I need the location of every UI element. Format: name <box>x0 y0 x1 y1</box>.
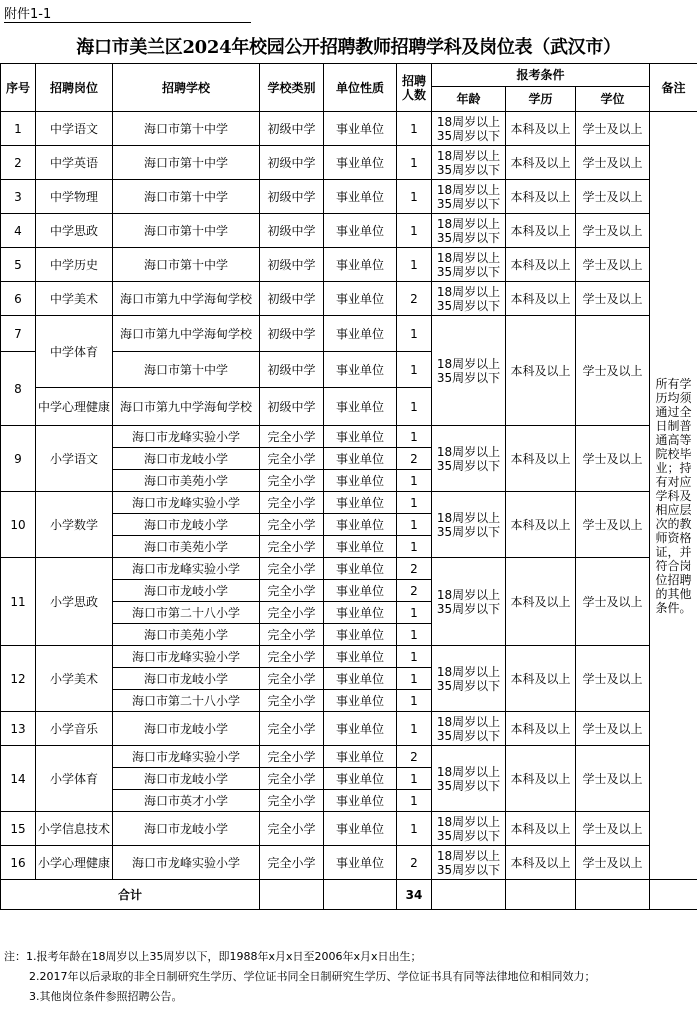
row-count: 1 <box>397 690 432 712</box>
row-unit-nature: 事业单位 <box>324 388 397 426</box>
row-count: 1 <box>397 214 432 248</box>
row-school: 海口市美苑小学 <box>113 470 260 492</box>
row-unit-nature: 事业单位 <box>324 768 397 790</box>
row-count: 1 <box>397 248 432 282</box>
row-unit-nature: 事业单位 <box>324 646 397 668</box>
row-position: 小学体育 <box>36 746 113 812</box>
row-index: 10 <box>1 492 36 558</box>
row-degree: 学士及以上 <box>576 746 650 812</box>
total-empty-type <box>260 880 324 910</box>
row-count: 2 <box>397 846 432 880</box>
row-education: 本科及以上 <box>506 492 576 558</box>
row-degree: 学士及以上 <box>576 316 650 426</box>
table-row <box>1 146 697 180</box>
row-unit-nature: 事业单位 <box>324 690 397 712</box>
row-unit-nature: 事业单位 <box>324 602 397 624</box>
row-degree: 学士及以上 <box>576 146 650 180</box>
row-school-type: 初级中学 <box>260 112 324 146</box>
row-education: 本科及以上 <box>506 180 576 214</box>
row-unit-nature: 事业单位 <box>324 282 397 316</box>
row-degree: 学士及以上 <box>576 812 650 846</box>
row-position: 小学心理健康 <box>36 846 113 880</box>
remark-cell: 所有学历均须通过全日制普通高等院校毕业；持有对应学科及相应层次的教师资格证，并符合岗位招聘的其他条件。 <box>650 112 697 880</box>
row-school: 海口市龙岐小学 <box>113 448 260 470</box>
table-row <box>1 214 697 248</box>
table-row <box>1 248 697 282</box>
row-school: 海口市第九中学海甸学校 <box>113 388 260 426</box>
header-conditions: 报考条件 <box>432 64 650 87</box>
row-age: 18周岁以上35周岁以下 <box>432 646 506 712</box>
table-row <box>1 746 697 768</box>
row-education: 本科及以上 <box>506 146 576 180</box>
row-age: 18周岁以上35周岁以下 <box>432 558 506 646</box>
row-unit-nature: 事业单位 <box>324 536 397 558</box>
row-count: 1 <box>397 712 432 746</box>
row-count: 1 <box>397 388 432 426</box>
row-unit-nature: 事业单位 <box>324 668 397 690</box>
row-school-type: 完全小学 <box>260 426 324 448</box>
row-count: 1 <box>397 492 432 514</box>
row-school-type: 初级中学 <box>260 214 324 248</box>
row-index: 5 <box>1 248 36 282</box>
table-row <box>1 646 697 668</box>
row-school-type: 完全小学 <box>260 790 324 812</box>
row-count: 1 <box>397 624 432 646</box>
row-position: 中学英语 <box>36 146 113 180</box>
row-education: 本科及以上 <box>506 316 576 426</box>
row-age: 18周岁以上35周岁以下 <box>432 146 506 180</box>
table-row <box>1 712 697 746</box>
row-school: 海口市龙峰实验小学 <box>113 846 260 880</box>
header-school: 招聘学校 <box>113 64 260 112</box>
row-unit-nature: 事业单位 <box>324 492 397 514</box>
row-degree: 学士及以上 <box>576 646 650 712</box>
row-school-type: 完全小学 <box>260 646 324 668</box>
row-position: 中学心理健康 <box>36 388 113 426</box>
row-school: 海口市龙峰实验小学 <box>113 492 260 514</box>
row-unit-nature: 事业单位 <box>324 514 397 536</box>
row-school: 海口市第十中学 <box>113 180 260 214</box>
row-education: 本科及以上 <box>506 646 576 712</box>
header-index: 序号 <box>1 64 36 112</box>
row-unit-nature: 事业单位 <box>324 426 397 448</box>
row-education: 本科及以上 <box>506 746 576 812</box>
total-empty-unit <box>324 880 397 910</box>
row-count: 1 <box>397 602 432 624</box>
row-school: 海口市龙岐小学 <box>113 668 260 690</box>
total-row <box>1 880 697 910</box>
row-index: 8 <box>1 352 36 426</box>
row-count: 2 <box>397 448 432 470</box>
row-age: 18周岁以上35周岁以下 <box>432 812 506 846</box>
footnote-3: 3.其他岗位条件参照招聘公告。 <box>29 990 183 1003</box>
table-row <box>1 112 697 146</box>
row-school-type: 初级中学 <box>260 248 324 282</box>
row-school-type: 初级中学 <box>260 352 324 388</box>
row-school: 海口市英才小学 <box>113 790 260 812</box>
row-school-type: 完全小学 <box>260 580 324 602</box>
row-education: 本科及以上 <box>506 214 576 248</box>
row-position: 中学物理 <box>36 180 113 214</box>
row-count: 1 <box>397 646 432 668</box>
row-count: 1 <box>397 146 432 180</box>
row-school-type: 完全小学 <box>260 846 324 880</box>
row-count: 1 <box>397 812 432 846</box>
row-position: 小学语文 <box>36 426 113 492</box>
row-count: 1 <box>397 426 432 448</box>
row-school-type: 初级中学 <box>260 316 324 352</box>
total-empty-age <box>432 880 506 910</box>
row-degree: 学士及以上 <box>576 248 650 282</box>
row-school: 海口市第十中学 <box>113 248 260 282</box>
row-unit-nature: 事业单位 <box>324 746 397 768</box>
row-school: 海口市第十中学 <box>113 214 260 248</box>
row-index: 1 <box>1 112 36 146</box>
row-school: 海口市龙岐小学 <box>113 812 260 846</box>
row-school: 海口市第十中学 <box>113 146 260 180</box>
row-unit-nature: 事业单位 <box>324 790 397 812</box>
row-school-type: 完全小学 <box>260 768 324 790</box>
row-index: 13 <box>1 712 36 746</box>
row-school-type: 完全小学 <box>260 668 324 690</box>
header-degree: 学位 <box>576 87 650 112</box>
row-school: 海口市龙岐小学 <box>113 768 260 790</box>
row-education: 本科及以上 <box>506 558 576 646</box>
row-school-type: 初级中学 <box>260 146 324 180</box>
row-degree: 学士及以上 <box>576 112 650 146</box>
row-unit-nature: 事业单位 <box>324 624 397 646</box>
table-row <box>1 282 697 316</box>
header-position: 招聘岗位 <box>36 64 113 112</box>
row-education: 本科及以上 <box>506 282 576 316</box>
footnote-1: 注：1.报考年龄在18周岁以上35周岁以下，即1988年x月x日至2006年x月x日出生； <box>4 950 422 963</box>
positions-table <box>0 63 697 910</box>
row-age: 18周岁以上35周岁以下 <box>432 492 506 558</box>
row-school-type: 完全小学 <box>260 712 324 746</box>
row-unit-nature: 事业单位 <box>324 248 397 282</box>
row-school-type: 完全小学 <box>260 812 324 846</box>
row-age: 18周岁以上35周岁以下 <box>432 426 506 492</box>
row-index: 12 <box>1 646 36 712</box>
row-position: 小学音乐 <box>36 712 113 746</box>
row-count: 1 <box>397 668 432 690</box>
row-school-type: 完全小学 <box>260 624 324 646</box>
row-school: 海口市第九中学海甸学校 <box>113 316 260 352</box>
header-count: 招聘人数 <box>397 64 432 112</box>
header-remark: 备注 <box>650 64 697 112</box>
row-school-type: 完全小学 <box>260 536 324 558</box>
table-row <box>1 180 697 214</box>
row-age: 18周岁以上35周岁以下 <box>432 712 506 746</box>
row-age: 18周岁以上35周岁以下 <box>432 180 506 214</box>
row-age: 18周岁以上35周岁以下 <box>432 248 506 282</box>
row-unit-nature: 事业单位 <box>324 180 397 214</box>
table-row <box>1 492 697 514</box>
row-degree: 学士及以上 <box>576 712 650 746</box>
row-age: 18周岁以上35周岁以下 <box>432 316 506 426</box>
row-school: 海口市美苑小学 <box>113 624 260 646</box>
row-count: 2 <box>397 282 432 316</box>
row-school: 海口市第二十八小学 <box>113 602 260 624</box>
row-school: 海口市第十中学 <box>113 112 260 146</box>
row-count: 1 <box>397 790 432 812</box>
row-school: 海口市龙峰实验小学 <box>113 558 260 580</box>
header-unit-nature: 单位性质 <box>324 64 397 112</box>
row-count: 2 <box>397 746 432 768</box>
row-school-type: 完全小学 <box>260 448 324 470</box>
row-school: 海口市第九中学海甸学校 <box>113 282 260 316</box>
total-label: 合计 <box>1 880 260 910</box>
row-school: 海口市龙岐小学 <box>113 580 260 602</box>
row-unit-nature: 事业单位 <box>324 812 397 846</box>
row-school-type: 完全小学 <box>260 492 324 514</box>
row-unit-nature: 事业单位 <box>324 352 397 388</box>
row-index: 14 <box>1 746 36 812</box>
row-position: 中学语文 <box>36 112 113 146</box>
row-unit-nature: 事业单位 <box>324 580 397 602</box>
row-count: 1 <box>397 112 432 146</box>
row-position: 中学美术 <box>36 282 113 316</box>
row-index: 15 <box>1 812 36 846</box>
table-row <box>1 846 697 880</box>
row-school: 海口市美苑小学 <box>113 536 260 558</box>
row-position: 中学体育 <box>36 316 113 388</box>
row-position: 小学数学 <box>36 492 113 558</box>
row-school: 海口市龙岐小学 <box>113 712 260 746</box>
row-education: 本科及以上 <box>506 426 576 492</box>
row-unit-nature: 事业单位 <box>324 448 397 470</box>
row-unit-nature: 事业单位 <box>324 316 397 352</box>
row-age: 18周岁以上35周岁以下 <box>432 112 506 146</box>
row-degree: 学士及以上 <box>576 558 650 646</box>
row-school-type: 初级中学 <box>260 282 324 316</box>
row-school-type: 初级中学 <box>260 180 324 214</box>
row-count: 1 <box>397 470 432 492</box>
table-row <box>1 812 697 846</box>
row-education: 本科及以上 <box>506 248 576 282</box>
row-school: 海口市第二十八小学 <box>113 690 260 712</box>
row-index: 3 <box>1 180 36 214</box>
row-school-type: 完全小学 <box>260 558 324 580</box>
row-count: 2 <box>397 580 432 602</box>
attachment-label: 附件1-1 <box>4 3 251 23</box>
row-position: 中学思政 <box>36 214 113 248</box>
row-position: 小学美术 <box>36 646 113 712</box>
row-unit-nature: 事业单位 <box>324 214 397 248</box>
footnote-2: 2.2017年以后录取的非全日制研究生学历、学位证书同全日制研究生学历、学位证书具有同等法律地位和相同效力； <box>29 970 596 983</box>
row-age: 18周岁以上35周岁以下 <box>432 214 506 248</box>
row-school: 海口市龙峰实验小学 <box>113 746 260 768</box>
row-index: 4 <box>1 214 36 248</box>
page-title: 海口市美兰区2024年校园公开招聘教师招聘学科及岗位表（武汉市） <box>76 37 621 58</box>
row-school: 海口市龙峰实验小学 <box>113 426 260 448</box>
row-index: 7 <box>1 316 36 352</box>
total-empty-remark <box>650 880 697 910</box>
header-education: 学历 <box>506 87 576 112</box>
row-count: 1 <box>397 352 432 388</box>
row-degree: 学士及以上 <box>576 846 650 880</box>
row-unit-nature: 事业单位 <box>324 146 397 180</box>
row-index: 11 <box>1 558 36 646</box>
header-age: 年龄 <box>432 87 506 112</box>
header-school-type: 学校类别 <box>260 64 324 112</box>
row-school: 海口市龙峰实验小学 <box>113 646 260 668</box>
row-degree: 学士及以上 <box>576 214 650 248</box>
total-empty-degree <box>576 880 650 910</box>
table-row <box>1 558 697 580</box>
row-education: 本科及以上 <box>506 112 576 146</box>
total-empty-edu <box>506 880 576 910</box>
row-unit-nature: 事业单位 <box>324 558 397 580</box>
row-age: 18周岁以上35周岁以下 <box>432 282 506 316</box>
row-count: 1 <box>397 514 432 536</box>
row-education: 本科及以上 <box>506 712 576 746</box>
row-degree: 学士及以上 <box>576 492 650 558</box>
row-index: 9 <box>1 426 36 492</box>
row-school-type: 初级中学 <box>260 388 324 426</box>
row-school-type: 完全小学 <box>260 514 324 536</box>
row-school-type: 完全小学 <box>260 690 324 712</box>
row-position: 中学历史 <box>36 248 113 282</box>
row-school: 海口市龙岐小学 <box>113 514 260 536</box>
row-age: 18周岁以上35周岁以下 <box>432 846 506 880</box>
row-count: 2 <box>397 558 432 580</box>
row-degree: 学士及以上 <box>576 180 650 214</box>
row-school-type: 完全小学 <box>260 746 324 768</box>
row-unit-nature: 事业单位 <box>324 470 397 492</box>
row-position: 小学思政 <box>36 558 113 646</box>
row-education: 本科及以上 <box>506 812 576 846</box>
row-index: 6 <box>1 282 36 316</box>
row-count: 1 <box>397 768 432 790</box>
row-count: 1 <box>397 180 432 214</box>
row-degree: 学士及以上 <box>576 282 650 316</box>
row-school: 海口市第十中学 <box>113 352 260 388</box>
row-unit-nature: 事业单位 <box>324 846 397 880</box>
table-row <box>1 316 697 352</box>
row-index: 16 <box>1 846 36 880</box>
row-school-type: 完全小学 <box>260 602 324 624</box>
row-position: 小学信息技术 <box>36 812 113 846</box>
row-count: 1 <box>397 316 432 352</box>
row-count: 1 <box>397 536 432 558</box>
row-unit-nature: 事业单位 <box>324 712 397 746</box>
footnotes <box>4 947 694 1007</box>
total-count: 34 <box>397 880 432 910</box>
table-row <box>1 426 697 448</box>
row-unit-nature: 事业单位 <box>324 112 397 146</box>
row-age: 18周岁以上35周岁以下 <box>432 746 506 812</box>
row-degree: 学士及以上 <box>576 426 650 492</box>
row-education: 本科及以上 <box>506 846 576 880</box>
row-school-type: 完全小学 <box>260 470 324 492</box>
row-index: 2 <box>1 146 36 180</box>
